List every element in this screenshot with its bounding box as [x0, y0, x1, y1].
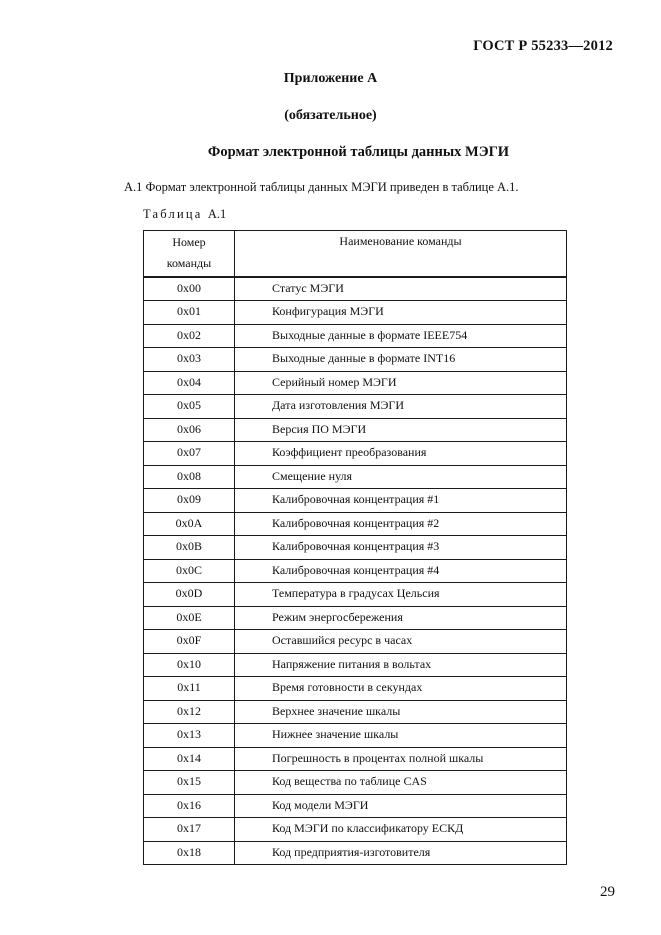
table-row [144, 418, 567, 442]
table-row [144, 630, 567, 654]
table-caption-number: А.1 [207, 207, 227, 221]
intro-paragraph: А.1 Формат электронной таблицы данных МЭГИ приведен в таблице А.1. [124, 180, 519, 194]
command-code-cell: 0x12 [144, 700, 235, 724]
appendix-title: Приложение А [283, 71, 378, 86]
command-name-cell: Выходные данные в формате IEEE754 [235, 324, 567, 348]
command-code-cell: 0x11 [144, 677, 235, 701]
command-code-cell: 0x17 [144, 818, 235, 842]
command-name-cell: Код вещества по таблице CAS [235, 771, 567, 795]
command-name-cell: Серийный номер МЭГИ [235, 371, 567, 395]
table-row [144, 489, 567, 513]
standard-code: ГОСТ Р 55233—2012 [473, 38, 613, 54]
table-row [144, 324, 567, 348]
table-row [144, 583, 567, 607]
command-code-cell: 0x03 [144, 348, 235, 372]
command-code-cell: 0x07 [144, 442, 235, 466]
table-row [144, 818, 567, 842]
table-row [144, 653, 567, 677]
command-name-cell: Код предприятия-изготовителя [235, 841, 567, 865]
commands-table [143, 230, 567, 865]
table-row [144, 771, 567, 795]
table-row [144, 277, 567, 301]
section-heading: Формат электронной таблицы данных МЭГИ [207, 144, 510, 160]
table-row [144, 465, 567, 489]
table-row [144, 606, 567, 630]
command-code-cell: 0x0F [144, 630, 235, 654]
command-code-cell: 0x08 [144, 465, 235, 489]
command-name-cell: Конфигурация МЭГИ [235, 301, 567, 325]
table-row [144, 512, 567, 536]
header-command-name: Наименование команды [235, 231, 567, 278]
command-code-cell: 0x01 [144, 301, 235, 325]
command-name-cell: Температура в градусах Цельсия [235, 583, 567, 607]
command-code-cell: 0x06 [144, 418, 235, 442]
table-row [144, 724, 567, 748]
header-command-number [144, 231, 235, 278]
command-name-cell: Коэффициент преобразования [235, 442, 567, 466]
command-name-cell: Статус МЭГИ [235, 277, 567, 301]
command-name-cell: Оставшийся ресурс в часах [235, 630, 567, 654]
table-row [144, 395, 567, 419]
table-caption [143, 207, 226, 222]
table-header-row [144, 231, 567, 278]
table-row [144, 747, 567, 771]
command-name-cell: Верхнее значение шкалы [235, 700, 567, 724]
command-code-cell: 0x18 [144, 841, 235, 865]
command-name-cell: Смещение нуля [235, 465, 567, 489]
command-code-cell: 0x14 [144, 747, 235, 771]
header-command-number-line1: Номер [172, 235, 206, 249]
command-code-cell: 0x02 [144, 324, 235, 348]
command-code-cell: 0x0B [144, 536, 235, 560]
command-name-cell: Погрешность в процентах полной шкалы [235, 747, 567, 771]
table-row [144, 841, 567, 865]
command-code-cell: 0x0C [144, 559, 235, 583]
table-row [144, 348, 567, 372]
table-row [144, 536, 567, 560]
command-name-cell: Дата изготовления МЭГИ [235, 395, 567, 419]
command-name-cell: Выходные данные в формате INT16 [235, 348, 567, 372]
command-name-cell: Версия ПО МЭГИ [235, 418, 567, 442]
command-code-cell: 0x10 [144, 653, 235, 677]
command-code-cell: 0x0D [144, 583, 235, 607]
command-name-cell: Режим энергосбережения [235, 606, 567, 630]
header-command-number-line2: команды [166, 256, 212, 270]
table-row [144, 700, 567, 724]
page-number: 29 [600, 884, 615, 900]
table-row [144, 559, 567, 583]
command-name-cell: Напряжение питания в вольтах [235, 653, 567, 677]
table-row [144, 677, 567, 701]
command-name-cell: Калибровочная концентрация #2 [235, 512, 567, 536]
command-name-cell: Калибровочная концентрация #4 [235, 559, 567, 583]
command-name-cell: Калибровочная концентрация #1 [235, 489, 567, 513]
table-row [144, 794, 567, 818]
command-name-cell: Время готовности в секундах [235, 677, 567, 701]
command-code-cell: 0x15 [144, 771, 235, 795]
command-code-cell: 0x0A [144, 512, 235, 536]
table-row [144, 442, 567, 466]
command-code-cell: 0x0E [144, 606, 235, 630]
command-name-cell: Код МЭГИ по классификатору ЕСКД [235, 818, 567, 842]
command-code-cell: 0x13 [144, 724, 235, 748]
command-code-cell: 0x04 [144, 371, 235, 395]
command-code-cell: 0x09 [144, 489, 235, 513]
command-code-cell: 0x16 [144, 794, 235, 818]
command-name-cell: Код модели МЭГИ [235, 794, 567, 818]
command-code-cell: 0x05 [144, 395, 235, 419]
table-caption-label: Таблица [143, 207, 203, 221]
table-row [144, 371, 567, 395]
command-code-cell: 0x00 [144, 277, 235, 301]
appendix-status: (обязательное) [284, 108, 377, 123]
command-name-cell: Нижнее значение шкалы [235, 724, 567, 748]
table-row [144, 301, 567, 325]
command-name-cell: Калибровочная концентрация #3 [235, 536, 567, 560]
